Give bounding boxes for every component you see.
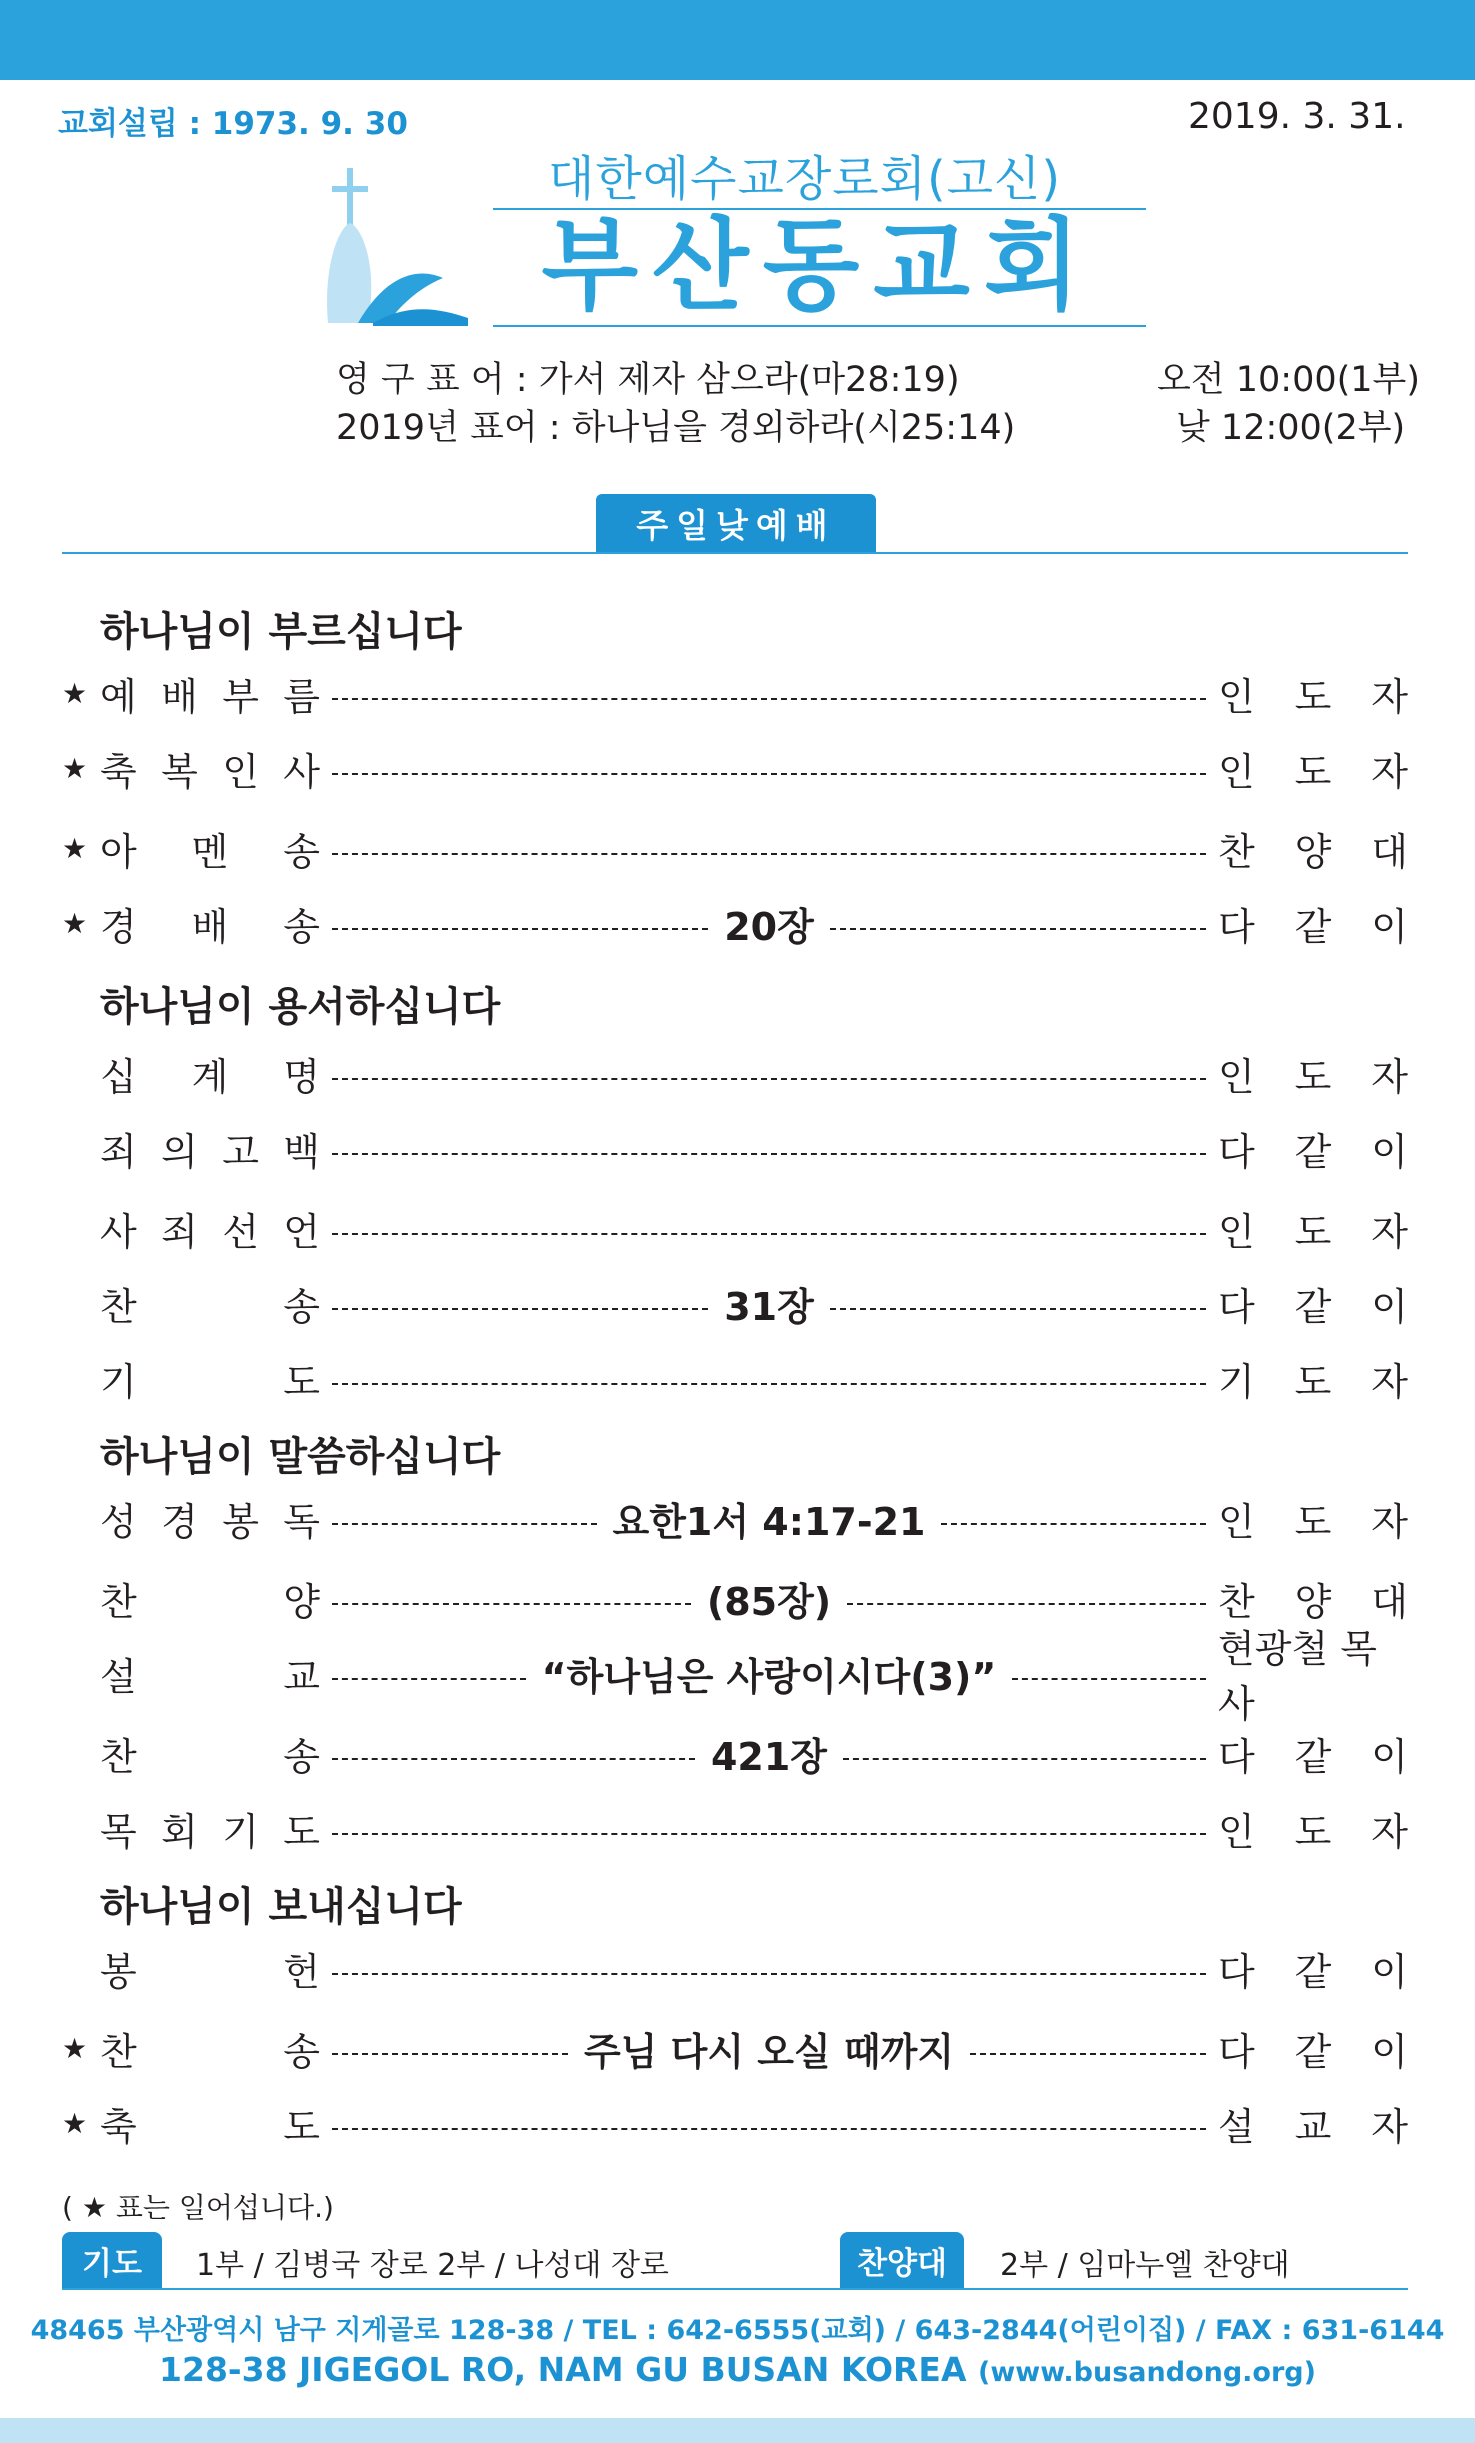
order-item-leader: 인 도 자 — [1218, 674, 1408, 719]
order-item-leader: 인 도 자 — [1218, 1499, 1408, 1544]
order-item-detail: 421장 — [710, 1734, 828, 1779]
motto-text: 가서 제자 삼으라(마28:19) — [538, 360, 960, 400]
order-item-label: 찬 양 — [100, 1579, 320, 1624]
leader-dots — [332, 2128, 1206, 2130]
order-item-leader: 인 도 자 — [1218, 749, 1408, 794]
standing-star-icon: ★ — [62, 751, 88, 785]
leader-dots — [1012, 1678, 1206, 1680]
order-row — [62, 1570, 1408, 1626]
leader-dots — [332, 1153, 1206, 1155]
divider — [62, 552, 1408, 554]
leader-dots — [332, 1078, 1206, 1080]
leader-dots — [332, 1308, 708, 1310]
order-item-label: 죄 의 고 백 — [100, 1129, 320, 1174]
leader-dots — [332, 1678, 526, 1680]
address-en: 128-38 JIGEGOL RO, NAM GU BUSAN KOREA — [159, 2350, 967, 2389]
order-item-detail: 주님 다시 오실 때까지 — [583, 2029, 955, 2074]
motto-permanent — [336, 352, 960, 402]
order-row — [62, 740, 1408, 796]
order-item-label: 기 도 — [100, 1359, 320, 1404]
leader-dots — [332, 1833, 1206, 1835]
order-item-detail: 20장 — [724, 904, 814, 949]
section-heading: 하나님이 말씀하십니다 — [100, 1434, 501, 1480]
order-row — [62, 1800, 1408, 1856]
standing-star-icon: ★ — [62, 2031, 88, 2065]
order-item-leader: 찬 양 대 — [1218, 1579, 1409, 1624]
service-time-1: 오전 10:00(1부) — [1157, 360, 1420, 400]
order-item-detail: “하나님은 사랑이시다(3)” — [541, 1654, 997, 1699]
order-item-leader: 다 같 이 — [1218, 1949, 1408, 1994]
leader-dots — [332, 1383, 1206, 1385]
order-row — [62, 1200, 1408, 1256]
order-row — [62, 1350, 1408, 1406]
leader-dots — [332, 853, 1206, 855]
footer-rule — [62, 2288, 1408, 2290]
order-row — [62, 1275, 1408, 1331]
order-item-detail: (85장) — [706, 1579, 832, 1624]
order-item-label: 사 죄 선 언 — [100, 1209, 320, 1254]
order-item-label: 찬 송 — [100, 1734, 320, 1779]
order-item-label: 목 회 기 도 — [100, 1809, 320, 1854]
order-item-label: 찬 송 — [100, 1284, 320, 1329]
order-row — [62, 1045, 1408, 1101]
standing-star-icon: ★ — [62, 676, 88, 710]
order-item-leader: 인 도 자 — [1218, 1209, 1408, 1254]
leader-dots — [332, 1603, 691, 1605]
leader-dots — [332, 1758, 695, 1760]
motto-label: 2019년 표어 : — [336, 408, 561, 448]
leader-dots — [970, 2053, 1206, 2055]
order-row — [62, 2020, 1408, 2076]
standing-star-icon: ★ — [62, 831, 88, 865]
order-row — [62, 1940, 1408, 1996]
order-item-leader: 다 같 이 — [1218, 1129, 1408, 1174]
footer-address-en — [0, 2350, 1475, 2389]
order-item-leader: 다 같 이 — [1218, 2029, 1408, 2074]
order-item-label: 십 계 명 — [100, 1054, 320, 1099]
order-item-label: 성 경 봉 독 — [100, 1499, 320, 1544]
leader-dots — [332, 928, 708, 930]
order-item-label: 봉 헌 — [100, 1949, 320, 1994]
leader-dots — [332, 2053, 568, 2055]
order-row — [62, 1725, 1408, 1781]
standing-note: ( ★ 표는 일어섭니다.) — [62, 2191, 334, 2224]
motto-label: 영 구 표 어 : — [336, 360, 528, 400]
order-item-leader: 기 도 자 — [1218, 1359, 1408, 1404]
choir-text: 2부 / 임마누엘 찬양대 — [1000, 2248, 1290, 2283]
bottom-color-bar — [0, 2418, 1475, 2443]
order-item-detail: 31장 — [724, 1284, 814, 1329]
order-item-leader: 인 도 자 — [1218, 1809, 1408, 1854]
order-row — [62, 2095, 1408, 2151]
order-row — [62, 1120, 1408, 1176]
church-logo-icon — [318, 168, 478, 332]
leader-dots — [847, 1603, 1206, 1605]
prayer-badge: 기도 — [62, 2232, 162, 2288]
denomination: 대한예수교장로회(고신) — [548, 151, 1062, 207]
leader-dots — [830, 1308, 1206, 1310]
footer-address-ko: 48465 부산광역시 남구 지게골로 128-38 / TEL : 642-6555(교회) / 643-2844(어린이집) / FAX : 631-6144 — [30, 2315, 1445, 2346]
motto-2019 — [336, 400, 1015, 450]
service-time-2: 낮 12:00(2부) — [1176, 408, 1406, 448]
top-color-bar — [0, 0, 1475, 80]
order-item-leader: 다 같 이 — [1218, 1734, 1408, 1779]
leader-dots — [830, 928, 1206, 930]
standing-star-icon: ★ — [62, 2106, 88, 2140]
section-tab-title: 주일낮예배 — [636, 506, 836, 545]
leader-dots — [332, 1233, 1206, 1235]
order-item-label: 예 배 부 름 — [100, 674, 320, 719]
leader-dots — [332, 1973, 1206, 1975]
order-item-label: 경 배 송 — [100, 904, 320, 949]
leader-dots — [332, 698, 1206, 700]
order-item-leader: 다 같 이 — [1218, 904, 1408, 949]
order-item-leader: 설 교 자 — [1218, 2104, 1408, 2149]
prayer-text: 1부 / 김병국 장로 2부 / 나성대 장로 — [196, 2248, 669, 2283]
section-heading: 하나님이 부르십니다 — [100, 609, 462, 655]
section-heading: 하나님이 보내십니다 — [100, 1884, 462, 1930]
order-item-label: 축 도 — [100, 2104, 320, 2149]
order-item-leader: 다 같 이 — [1218, 1284, 1408, 1329]
order-row — [62, 895, 1408, 951]
leader-dots — [941, 1523, 1206, 1525]
choir-badge: 찬양대 — [840, 2232, 964, 2288]
motto-text: 하나님을 경외하라(시25:14) — [571, 408, 1016, 448]
standing-star-icon: ★ — [62, 906, 88, 940]
leader-dots — [332, 1523, 597, 1525]
order-row — [62, 1490, 1408, 1546]
title-rule-bottom — [493, 325, 1146, 327]
website-link[interactable]: (www.busandong.org) — [977, 2357, 1316, 2388]
order-item-label: 찬 송 — [100, 2029, 320, 2074]
leader-dots — [843, 1758, 1206, 1760]
order-row — [62, 820, 1408, 876]
church-name: 부산동교회 — [541, 207, 1095, 324]
order-item-label: 축 복 인 사 — [100, 749, 320, 794]
order-row — [62, 665, 1408, 721]
section-heading: 하나님이 용서하십니다 — [100, 984, 501, 1030]
founding-date: 교회설립 : 1973. 9. 30 — [58, 106, 408, 142]
order-item-detail: 요한1서 4:17-21 — [612, 1499, 926, 1544]
leader-dots — [332, 773, 1206, 775]
order-row — [62, 1627, 1408, 1726]
order-item-label: 설 교 — [100, 1654, 320, 1699]
order-item-leader: 찬 양 대 — [1218, 829, 1408, 874]
bulletin-date: 2019. 3. 31. — [1188, 96, 1406, 137]
order-item-leader: 인 도 자 — [1218, 1054, 1408, 1099]
order-item-label: 아 멘 송 — [100, 829, 320, 874]
order-item-leader: 현광철 목사 — [1218, 1627, 1377, 1726]
